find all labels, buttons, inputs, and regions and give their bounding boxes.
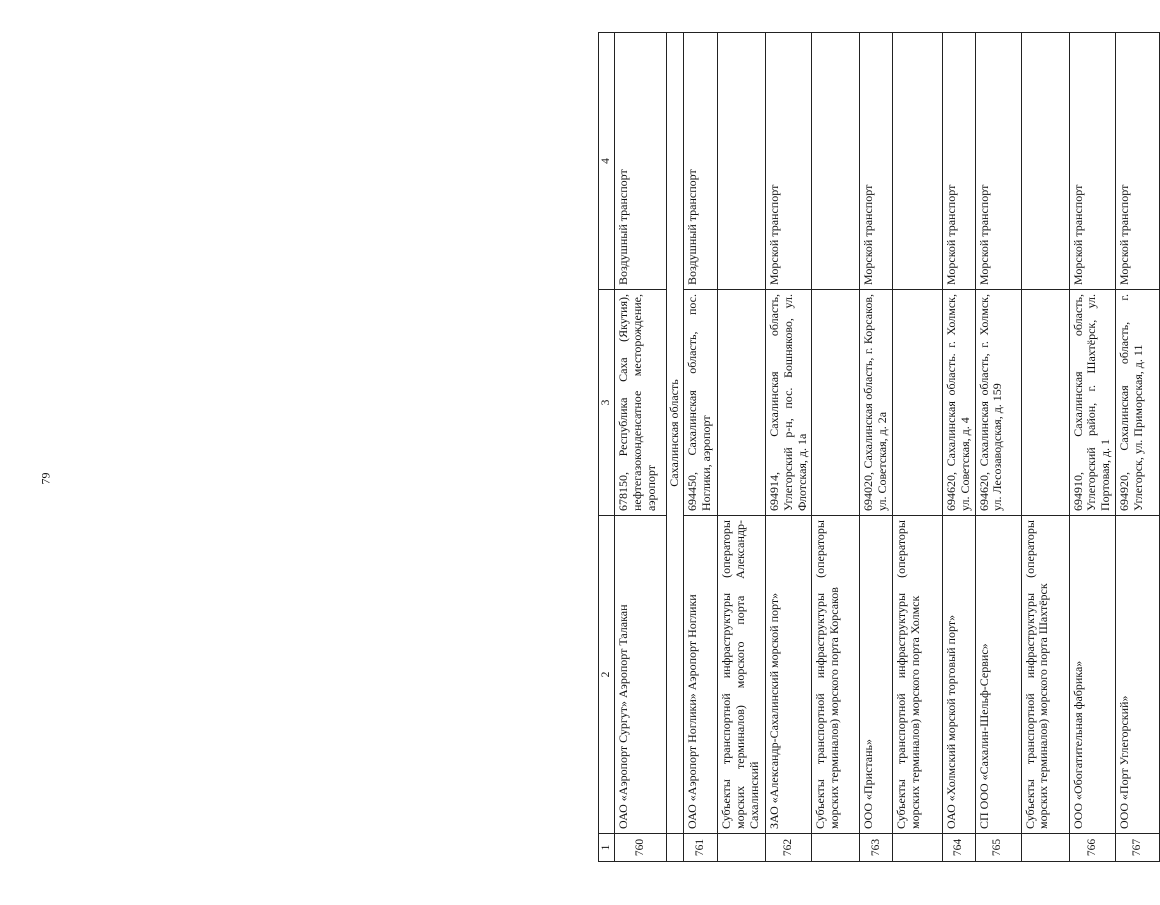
table-row	[615, 33, 667, 862]
address: 678150, Республика Саха (Якутия), нефтегазоконденсатное месторождение, аэропорт	[615, 290, 667, 516]
transport-type: Воздушный транспорт	[615, 33, 667, 290]
transport-type: Воздушный транспорт	[684, 33, 718, 290]
table-row	[684, 33, 718, 862]
header-cell-3: 3	[599, 290, 615, 516]
register-table	[598, 32, 1145, 862]
row-number: 766	[1069, 834, 1115, 862]
subgroup-row	[1021, 33, 1069, 862]
subgroup-row	[718, 33, 766, 862]
address: 694620, Сахалинская область, г. Холмск, ул. Лесозаводская, д. 159	[975, 290, 1021, 516]
organization-name: ООО «Обогатительная фабрика»	[1069, 516, 1115, 834]
transport-type: Морской транспорт	[860, 33, 893, 290]
table-row	[975, 33, 1021, 862]
row-number: 767	[1115, 834, 1159, 862]
header-cell-4: 4	[599, 33, 615, 290]
row-number: 760	[615, 834, 667, 862]
transport-type: Морской транспорт	[766, 33, 812, 290]
address: 694920, Сахалинская область, г. Углегорск, ул. Приморская, д. 11	[1115, 290, 1159, 516]
table-row	[860, 33, 893, 862]
row-number: 761	[684, 834, 718, 862]
header-cell-1: 1	[599, 834, 615, 862]
subgroup-row	[812, 33, 860, 862]
row-number: 763	[860, 834, 893, 862]
transport-type: Морской транспорт	[943, 33, 976, 290]
region-row	[667, 33, 684, 862]
organization-name: ОАО «Холмский морской торговый порт»	[943, 516, 976, 834]
region-title: Сахалинская область	[667, 33, 684, 834]
header-cell-2: 2	[599, 516, 615, 834]
row-number: 764	[943, 834, 976, 862]
subgroup-title: Субъекты транспортной инфраструктуры (операторы морских терминалов) морского порта Шахтёрск	[1021, 516, 1069, 834]
organization-name: ЗАО «Александр-Сахалинский морской порт»	[766, 516, 812, 834]
transport-type: Морской транспорт	[1069, 33, 1115, 290]
subgroup-title: Субъекты транспортной инфраструктуры (операторы морских терминалов) морского порта Корсаков	[812, 516, 860, 834]
row-number: 765	[975, 834, 1021, 862]
header-row	[599, 33, 615, 862]
address: 694910, Сахалинская область, Углегорский район, г. Шахтёрск, ул. Портовая, д. 1	[1069, 290, 1115, 516]
transport-type: Морской транспорт	[975, 33, 1021, 290]
table-row	[1069, 33, 1115, 862]
table-row	[943, 33, 976, 862]
organization-name: ООО «Порт Углегорский»	[1115, 516, 1159, 834]
table-row	[766, 33, 812, 862]
organization-name: ОАО «Аэропорт Сургут» Аэропорт Талакан	[615, 516, 667, 834]
transport-type: Морской транспорт	[1115, 33, 1159, 290]
organization-name: ООО «Пристань»	[860, 516, 893, 834]
subgroup-row	[893, 33, 943, 862]
organization-name: СП ООО «Сахалин-Шельф-Сервис»	[975, 516, 1021, 834]
subgroup-title: Субъекты транспортной инфраструктуры (операторы морских терминалов) морского порта Александр-Сахалинский	[718, 516, 766, 834]
address: 694620, Сахалинская область. г. Холмск, ул. Советская, д. 4	[943, 290, 976, 516]
table-row	[1115, 33, 1159, 862]
page-number: 79	[38, 472, 53, 484]
subgroup-title: Субъекты транспортной инфраструктуры (операторы морских терминалов) морского порта Холмск	[893, 516, 943, 834]
address: 694914, Сахалинская область, Углегорский р-н, пос. Бошняково, ул. Флотская, д. 1а	[766, 290, 812, 516]
address: 694020, Сахалинская область, г. Корсаков, ул. Советская, д. 2а	[860, 290, 893, 516]
organization-name: ОАО «Аэропорт Ноглики» Аэропорт Ноглики	[684, 516, 718, 834]
address: 694450, Сахалинская область, пос. Ноглики, аэропорт	[684, 290, 718, 516]
row-number: 762	[766, 834, 812, 862]
